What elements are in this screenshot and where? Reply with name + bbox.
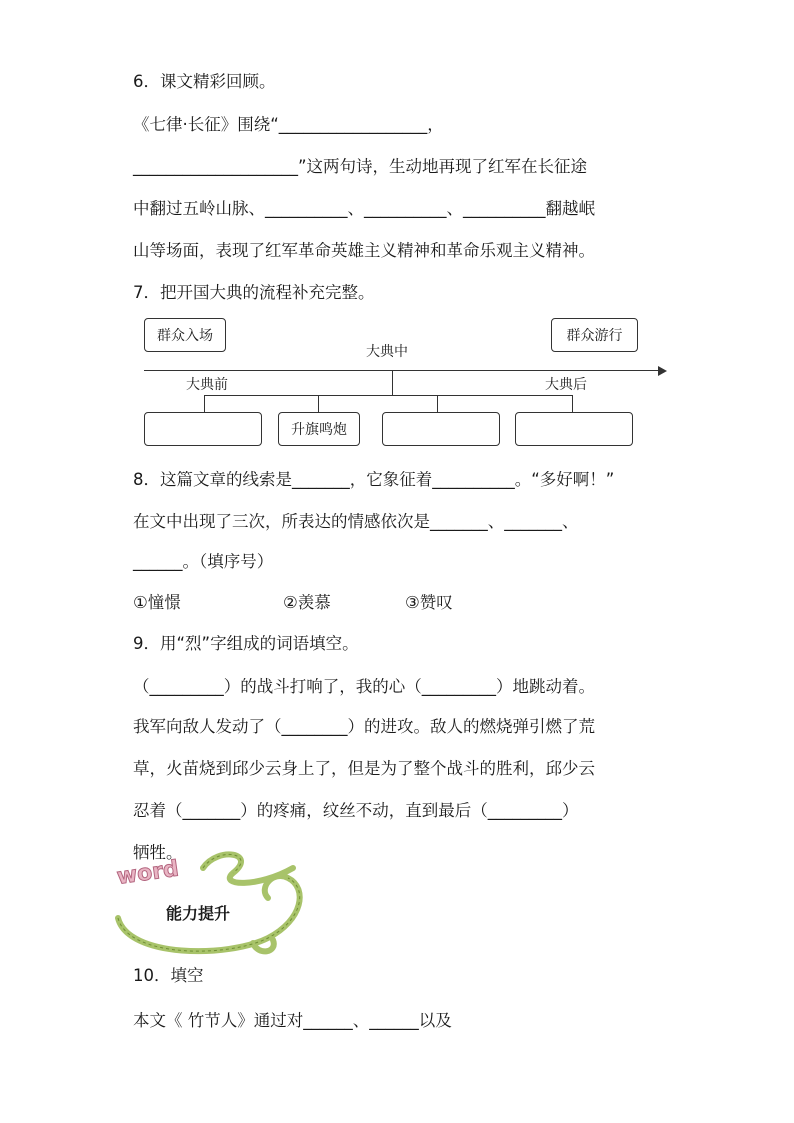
- label-during-ceremony: 大典中: [366, 344, 408, 360]
- q8-line-1: 8．这篇文章的线索是_______，它象征着__________。“多好啊！”: [133, 470, 615, 489]
- box-crowd-parade: 群众游行: [551, 318, 638, 352]
- q9-line-1: （_________）的战斗打响了，我的心（_________）地跳动着。: [133, 677, 595, 696]
- box-blank-1[interactable]: [144, 412, 262, 446]
- q8-option-1: ①憧憬: [133, 593, 181, 612]
- q8-option-3: ③赞叹: [405, 593, 453, 612]
- q6-line-3: 中翻过五岭山脉、__________、__________、__________翻越岷: [133, 199, 595, 218]
- connector-1: [204, 395, 205, 412]
- timeline-line: [144, 370, 660, 371]
- q9-line-3: 草，火苗烧到邱少云身上了，但是为了整个战斗的胜利，邱少云: [133, 759, 595, 778]
- q8-line-3: ______。（填序号）: [133, 552, 274, 571]
- timeline-arrowhead: [658, 366, 667, 376]
- connector-4: [572, 395, 573, 412]
- box-blank-2[interactable]: [382, 412, 500, 446]
- q8-option-2: ②羡慕: [283, 593, 331, 612]
- q9-title: 9．用“烈”字组成的词语填空。: [133, 634, 359, 653]
- bracket-line: [204, 395, 573, 396]
- q10-title: 10．填空: [133, 966, 204, 985]
- q9-line-2: 我军向敌人发动了（________）的进攻。敌人的燃烧弹引燃了荒: [133, 717, 595, 736]
- q9-line-5: 牺牲。: [133, 843, 183, 862]
- q6-line-1: 《七律·长征》围绕“__________________，: [133, 115, 444, 134]
- q6-title: 6．课文精彩回顾。: [133, 72, 276, 91]
- q7-title: 7．把开国大典的流程补充完整。: [133, 283, 375, 302]
- label-before-ceremony: 大典前: [186, 377, 228, 393]
- badge-word-text: word: [115, 856, 181, 890]
- q6-line-4: 山等场面，表现了红军革命英雄主义精神和革命乐观主义精神。: [133, 241, 595, 260]
- box-blank-3[interactable]: [515, 412, 633, 446]
- q8-line-2: 在文中出现了三次，所表达的情感依次是_______、_______、: [133, 512, 579, 531]
- q6-line-2: ____________________”这两句诗，生动地再现了红军在长征途: [133, 157, 588, 176]
- box-crowd-enter: 群众入场: [144, 318, 226, 352]
- section-title: 能力提升: [166, 904, 231, 923]
- center-stem: [392, 371, 393, 395]
- label-after-ceremony: 大典后: [545, 377, 587, 393]
- connector-2: [318, 395, 319, 412]
- connector-3: [437, 395, 438, 412]
- q10-line-1: 本文《 竹节人》通过对______、______以及: [133, 1011, 452, 1030]
- box-raise-flag: 升旗鸣炮: [278, 412, 360, 446]
- q9-line-4: 忍着（_______）的疼痛，纹丝不动，直到最后（_________）: [133, 801, 579, 820]
